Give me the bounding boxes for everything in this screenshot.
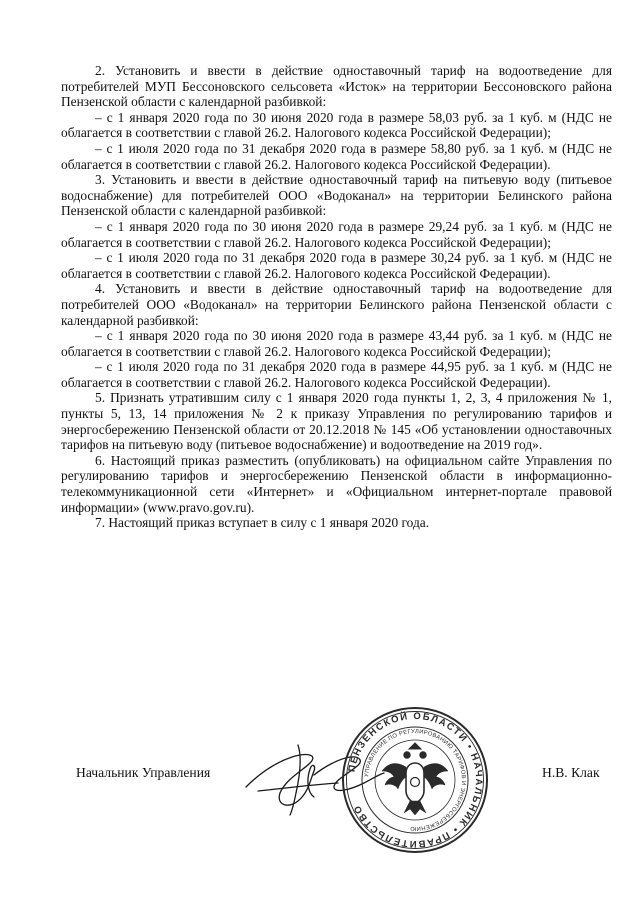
signatory-name: Н.В. Клак	[542, 765, 600, 780]
paragraph-item-3-period-1: – с 1 января 2020 года по 30 июня 2020 года в размере 29,24 руб. за 1 куб. м (НДС не облагается в соответствии с главой 26.2. Налогового кодекса Российской Федерации);	[61, 218, 612, 250]
paragraph-item-2: 2. Установить и ввести в действие одноставочный тариф на водоотведение для потребителей МУП Бессоновского сельсовета «Исток» на территории Бессоновского района Пензенской области с календарной разбивкой:	[61, 63, 612, 110]
paragraph-item-4: 4. Установить и ввести в действие одноставочный тариф на водоотведение для потребителей ООО «Водоканал» на территории Белинского района Пензенской области с календарной разбивкой:	[61, 281, 612, 328]
official-seal	[340, 705, 490, 855]
paragraph-item-2-period-2: – с 1 июля 2020 года по 31 декабря 2020 года в размере 58,80 руб. за 1 куб. м (НДС не облагается в соответствии с главой 26.2. Налогового кодекса Российской Федерации).	[61, 140, 612, 172]
paragraph-item-7: 7. Настоящий приказ вступает в силу с 1 января 2020 года.	[95, 515, 430, 531]
document-body	[61, 63, 612, 531]
paragraph-item-3-period-2: – с 1 июля 2020 года по 31 декабря 2020 года в размере 30,24 руб. за 1 куб. м (НДС не облагается в соответствии с главой 26.2. Налогового кодекса Российской Федерации).	[61, 250, 612, 281]
paragraph-item-6: 6. Настоящий приказ разместить (опубликовать) на официальном сайте Управления по регулированию тарифов и энергосбережению Пензенской области в информационно-телекоммуникационной сети «Интернет» и «Официальном интернет-портале правовой информации» (www.pravo.gov.ru).	[61, 452, 612, 515]
paragraph-item-2-period-1: – с 1 января 2020 года по 30 июня 2020 года в размере 58,03 руб. за 1 куб. м (НДС не облагается в соответствии с главой 26.2. Налогового кодекса Российской Федерации);	[61, 109, 612, 141]
paragraph-item-3: 3. Установить и ввести в действие одноставочный тариф на питьевую воду (питьевое водоснабжение) для потребителей ООО «Водоканал» на территории Белинского района Пензенской области с календарной разбивкой:	[61, 172, 612, 219]
paragraph-item-4-period-1: – с 1 января 2020 года по 30 июня 2020 года в размере 43,44 руб. за 1 куб. м (НДС не облагается в соответствии с главой 26.2. Налогового кодекса Российской Федерации);	[61, 328, 612, 359]
seal-outer-text: ПЕНЗЕНСКОЙ ОБЛАСТИ • НАЧАЛЬНИК • ПРАВИТЕЛЬСТВО	[346, 710, 485, 850]
seal-inner-text: УПРАВЛЕНИЕ ПО РЕГУЛИРОВАНИЮ ТАРИФОВ И ЭНЕРГОСБЕРЕЖЕНИЮ	[364, 728, 467, 832]
coat-of-arms-icon	[382, 743, 448, 815]
paragraph-item-4-period-2: – с 1 июля 2020 года по 31 декабря 2020 года в размере 44,95 руб. за 1 куб. м (НДС не облагается в соответствии с главой 26.2. Налогового кодекса Российской Федерации).	[61, 359, 612, 390]
signatory-position: Начальник Управления	[76, 765, 211, 780]
paragraph-item-5: 5. Признать утратившим силу с 1 января 2020 года пункты 1, 2, 3, 4 приложения № 1, пункты 5, 13, 14 приложения № 2 к приказу Управления по регулированию тарифов и энергосбережению Пензенской области от 20.12.2018 № 145 «Об установлении одноставочных тарифов на питьевую воду (питьевое водоснабжение) и водоотведение на 2019 год».	[61, 390, 612, 453]
